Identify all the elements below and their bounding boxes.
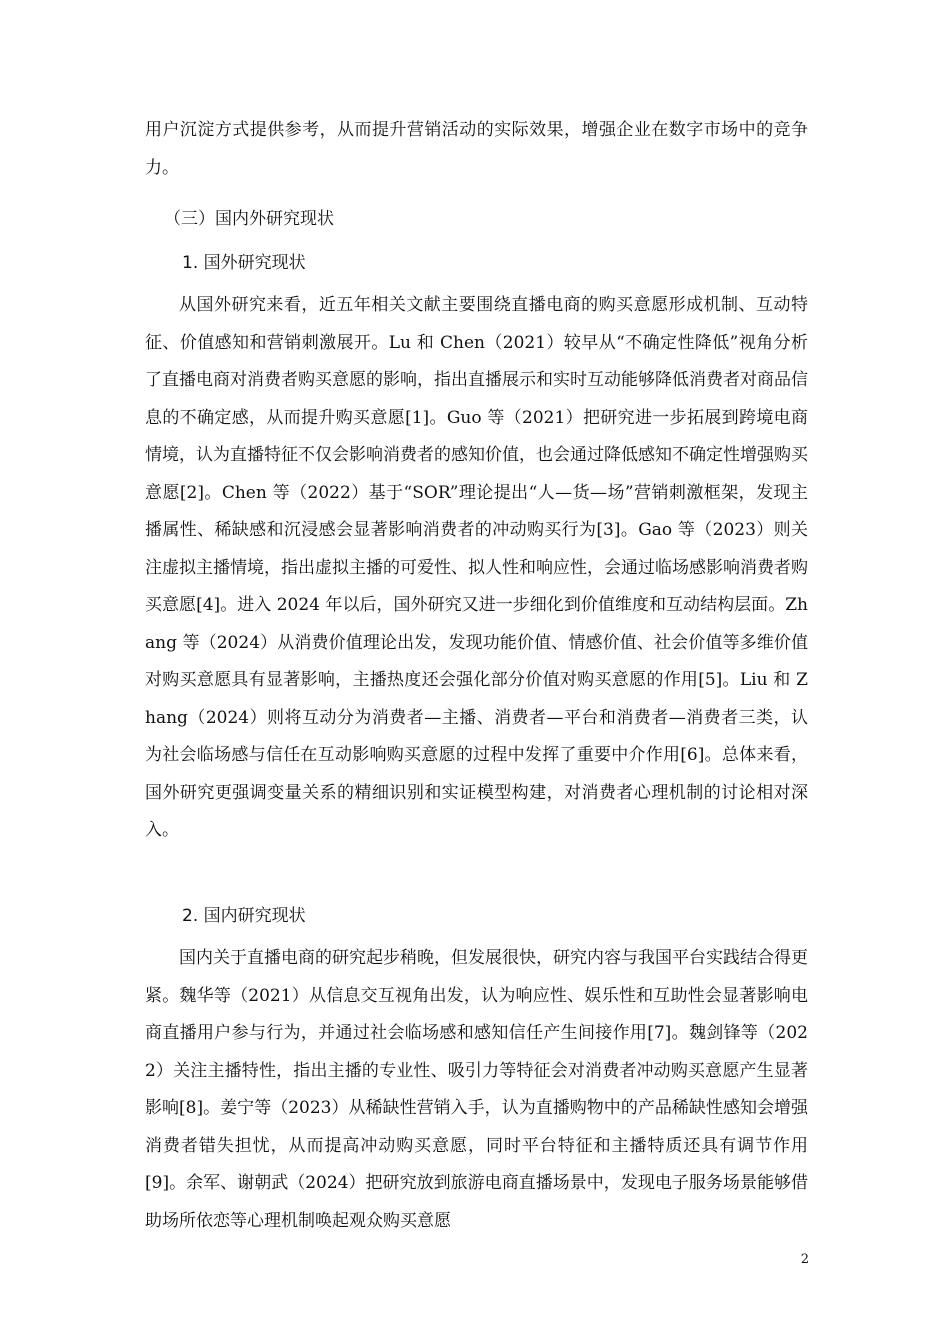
continuation-paragraph: 用户沉淀方式提供参考，从而提升营销活动的实际效果，增强企业在数字市场中的竞争力。 [145, 120, 808, 178]
foreign-research-paragraph: 从国外研究来看，近五年相关文献主要围绕直播电商的购买意愿形成机制、互动特征、价值感知和营销刺激展开。Lu 和 Chen（2021）较早从“不确定性降低”视角分析了直播电商对消费者购买意愿的影响，指出直播展示和实时互动能够降低消费者对商品信息的不确定感，从而提升购买意愿[1]。Guo 等（2021）把研究进一步拓展到跨境电商情境，认为直播特征不仅会影响消费者的感知价值，也会通过降低感知不确定性增强购买意愿[2]。Chen 等（2022）基于“SOR”理论提出“人—货—场”营销刺激框架，发现主播属性、稀缺感和沉浸感会显著影响消费者的冲动购买行为[3]。Gao 等（2023）则关注虚拟主播情境，指出虚拟主播的可爱性、拟人性和响应性，会通过临场感影响消费者购买意愿[4]。进入 2024 年以后，国外研究又进一步细化到价值维度和互动结构层面。Zhang 等（2024）从消费价值理论出发，发现功能价值、情感价值、社会价值等多维价值对购买意愿具有显著影响，主播热度还会强化部分价值对购买意愿的作用[5]。Liu 和 Zhang（2024）则将互动分为消费者—主播、消费者—平台和消费者—消费者三类，认为社会临场感与信任在互动影响购买意愿的过程中发挥了重要中介作用[6]。总体来看，国外研究更强调变量关系的精细识别和实证模型构建，对消费者心理机制的讨论相对深入。 [145, 295, 808, 840]
domestic-research-paragraph: 国内关于直播电商的研究起步稍晚，但发展很快，研究内容与我国平台实践结合得更紧。魏华等（2021）从信息交互视角出发，认为响应性、娱乐性和互助性会显著影响电商直播用户参与行为，并通过社会临场感和感知信任产生间接作用[7]。魏剑锋等（2022）关注主播特性，指出主播的专业性、吸引力等特征会对消费者冲动购买意愿产生显著影响[8]。姜宁等（2023）从稀缺性营销入手，认为直播购物中的产品稀缺性感知会增强消费者错失担忧，从而提高冲动购买意愿，同时平台特征和主播特质还具有调节作用[9]。余军、谢朝武（2024）把研究放到旅游电商直播场景中，发现电子服务场景能够借助场所依恋等心理机制唤起观众购买意愿 [145, 948, 808, 1231]
section-heading: （三）国内外研究现状 [164, 209, 334, 229]
page-number: 2 [800, 1252, 809, 1267]
domestic-research-heading: 2. 国内研究现状 [182, 906, 306, 926]
foreign-research-heading: 1. 国外研究现状 [182, 253, 306, 273]
